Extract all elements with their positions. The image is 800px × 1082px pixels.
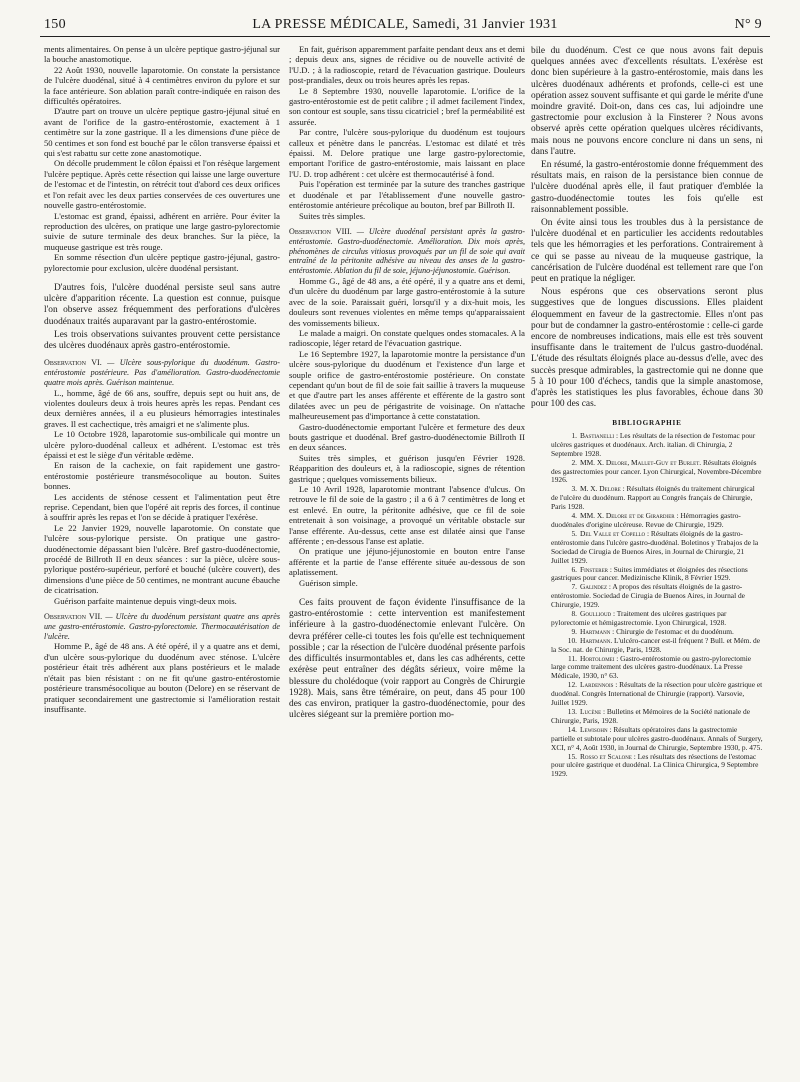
entry-text: . L'ulcéro-cancer est-il fréquent ? Bull. et Mém. de la Soc. nat. de Chirurgie, Paris, 1928. [551,635,761,654]
entry-text: : Résultats opératoires dans la gastrectomie partielle et subtotale pour ulcères gastro-duodénaux. Annals of Surgery, XCI, n° 4, Août 1930, in Journal de Chirurgie, Septembre 1930, p. 475. [551,724,763,752]
entry-author: Goullioud [580,609,612,619]
paragraph: Gastro-duodénectomie emportant l'ulcère et fermeture des deux bouts gastrique et duodénal. Bref gastro-duodénectomie Billroth II en deux séances. [289,421,525,453]
observation-summary: — Ulcère duodénal persistant après la gastro-entérostomie. Gastro-duodénectomie. Amélioration. Dix mois après, phénomènes de circulus vitiosus provoqués par un fil de soie qui avait entraîné de la péritonite adhésive au niveau des anses de la gastro-entérostomie. Ablation du fil de soie, jéjuno-jéjunostomie. Guérison. [289,226,525,276]
entry-number: 2. [571,457,577,467]
page-header [40,14,770,37]
bibliography-title: BIBLIOGRAPHIE [612,418,682,427]
entry-author: Lucène [580,707,602,716]
entry-number: 15. [567,751,577,761]
bibliography-entry [531,681,763,708]
observation-label: Observation VI. [44,358,102,368]
entry-number: 6. [571,564,577,574]
paragraph-lead: D'autres fois, l'ulcère duodénal persiste seul sans autre ulcère d'apparition récente. La question est connue, puisque l'on observe assez fréquemment des perforations d'ulcères duodénaux traités auparavant par la gastro-entérostomie. [44,282,280,327]
observation-label: Observation VIII. [289,226,352,236]
paragraph: 22 Août 1930, nouvelle laparotomie. On constate la persistance de l'ulcère duodénal, situé à 4 centimètres environ du pylore et sur la face antérieure. Son ablation paraît contre-indiquée en raison des difficultés opératoires. [44,64,280,107]
observation-label: Observation VII. [44,612,103,622]
bibliography-entry [531,655,763,682]
column-3 [531,44,763,1064]
bibliography-entry [531,432,763,459]
paragraph: En fait, guérison apparemment parfaite pendant deux ans et demi ; depuis deux ans, signes de récidive ou de nouvelle activité de l'U.D. ; à la radioscopie, retard de l'évacuation gastrique. Douleurs post-prandiales, deux ou trois heures après les repas. [289,44,525,86]
paragraph: Les accidents de sténose cessent et l'alimentation peut être reprise. Cependant, bien que l'opéré ait repris des forces, il continue à souffrir après les repas et l'on se décide à pratiquer l'exérèse. [44,491,280,523]
entry-text: : Traitement des ulcères gastriques par pylorectomie et hémigastrectomie. Lyon Chirurgical, 1928. [551,609,727,627]
paragraph: Homme G., âgé de 48 ans, a été opéré, il y a quatre ans et demi, d'un ulcère du duodénum par large gastro-entérostomie à la suture avec de la soie. Paraissait guéri, lorsqu'il y a dix-huit mois, les douleurs sont revenues violentes en même temps qu'apparaissaient des vomissements bilieux. [289,275,525,328]
paragraph: Le 22 Janvier 1929, nouvelle laparotomie. On constate que l'ulcère sous-pylorique persiste. On pratique une gastro-duodénectomie dépassant bien l'ulcère. Bref gastro-duodénectomie, procédé de Billroth II en deux séances : sur la pièce, ulcère sous-pylorique postéro-supérieur, perforé et bouché (ulcère couvert), des dimensions d'une pièce de 50 centimes, ne montrant aucune ébauche de cicatrisation. [44,522,280,596]
entry-author: Bastianelli [580,430,615,440]
column-1 [44,44,280,1064]
paragraph: Homme P., âgé de 48 ans. A été opéré, il y a quatre ans et demi, d'un ulcère sous-pylorique du duodénum avec sténose. L'ulcère postérieur était très adhérent aux plans postérieurs et le malade n'était pas bien résistant : on ne fit qu'une gastro-entérostomie postérieure transmésocolique au bouton (Delore) en se réservant de pratiquer secondairement une gastrectomie si l'amélioration restait insuffisante. [44,641,280,714]
entry-author: MM. X. Delore et de Girardier [580,511,675,521]
paragraph: Guérison parfaite maintenue depuis vingt-deux mois. [54,595,237,606]
paragraph: En raison de la cachexie, on fait rapidement une gastro-entérostomie postérieure transmésocolique au bouton. Suites bonnes. [44,460,280,492]
entry-text: . Résultats éloignés des gastrectomies pour cancer. Lyon Chirurgical, Novembre-Décembre 1926. [551,457,762,485]
observation-heading [44,612,280,641]
entry-author: Galindez [580,582,607,592]
spacer [289,588,525,596]
entry-number: 4. [571,511,577,521]
entry-author: Lewisohn [580,724,608,734]
observation-heading [44,358,280,387]
entry-number: 7. [571,582,577,592]
entry-author: Hortolomei [580,653,615,663]
entry-text: : Gastro-entérostomie ou gastro-pylorectomie large comme traitement des ulcères gastro-duodénaux. La Presse Médicale, 1930, n° 63. [551,653,752,681]
spacer [44,273,280,281]
paragraph: On pratique une jéjuno-jéjunostomie en bouton entre l'anse afférente et la partie de l'anse efférente située au-dessous de son aplatissement. [289,546,525,578]
entry-text: : Bulletins et Mémoires de la Société nationale de Chirurgie, Paris, 1928. [551,707,750,725]
entry-author: M. X. Delore [580,484,621,494]
bibliography-entry [531,708,763,726]
observation-summary: — Ulcère du duodénum persistant quatre ans après une gastro-entérostomie. Gastro-pylorectomie. Thermocautérisation de l'ulcère. [44,612,280,641]
page-number: 150 [44,17,66,32]
entry-number: 10. [567,635,577,645]
paragraph-lead: Nous espérons que ces observations seront plus suggestives que de longues discussions. Elles plaident éloquemment en faveur de la gastrectomie. Elles n'ont pas pour but de condamner la gastro-entérostomie : celle-ci garde encore de nombreuses indications, mais elle est très souvent insuffisante dans le traitement de l'ulcus gastro-duodénal. L'étude des résultats éloignés place au-dessus d'elle, avec des succès presque admirables, la gastrectomie qui ne donne que 5 à 10 pour 100 d'échecs, tandis que la simple anastomose, d'après les statistiques les plus favorables, échoue dans 30 pour 100 des cas. [531,287,763,410]
entry-text: : Les résultats des résections de l'estomac pour ulcère gastrique et duodénal. La Clinica Chirurgica, 9 Septembre 1929. [551,751,759,779]
bibliography-entry [531,512,763,530]
paragraph: L'estomac est grand, épaissi, adhérent en arrière. Pour éviter la reproduction des ulcères, on pratique une large gastro-pylorectomie suivie de suture terminale des deux branches. Sur la pièce, la muqueuse gastrique est très rouge. [44,210,280,252]
bibliography-entry [531,530,763,566]
entry-text: : Résultats éloignés du traitement chirurgical de l'ulcère du duodénum. Rapport au Congrès français de Chirurgie, Paris 1928. [551,484,755,512]
entry-text: : A propos des résultats éloignés de la gastro-entérostomie. Sociedad de Cirugia de Buenos Aires, in Journal de Chirurgie, 1929. [551,582,745,610]
paragraph: Par contre, l'ulcère sous-pylorique du duodénum est toujours calleux et pénètre dans le pancréas. L'estomac est dilaté et très épaissi. M. Delore pratique une large gastro-pylorectomie, emportant l'orifice de gastro-entérostomie, mais laissant en place l'U. D. trop adhérent : cet ulcère est thermocautérisé à fond. [289,127,525,179]
bibliography-entry [531,583,763,610]
paragraph: Guérison simple. [299,577,358,588]
running-title: LA PRESSE MÉDICALE, Samedi, 31 Janvier 1931 [252,17,558,32]
issue-number: N° 9 [734,17,762,32]
entry-text: : Résultats éloignés de la gastro-entérostomie dans l'ulcère gastro-duodénal. Boletinos y Trabajos de la Sociedad de Cirugia de Buenos Aires, in Journal de Chirurgie, 21 Juillet 1929. [551,528,759,565]
bibliography-entry [531,459,763,486]
entry-number: 12. [567,680,577,690]
observation-heading [289,227,525,276]
paragraph: Le 10 Octobre 1928, laparotomie sus-ombilicale qui montre un ulcère pyloro-duodénal calleux et adhérent. L'estomac est très épaissi et est le siège d'un véritable œdème. [44,429,280,460]
entry-text: : Suites immédiates et éloignées des résections gastriques pour cancer. Medizinische Klinik, 8 Février 1929. [551,564,748,583]
paragraph-lead: Ces faits prouvent de façon évidente l'insuffisance de la gastro-entérostomie : cette intervention est manifestement inférieure à la gastro-duodénectomie enlevant l'ulcère. On devra préférer celle-ci toutes les fois qu'elle est techniquement possible ; car la résection de l'ulcère duodénal présente parfois des difficultés insurmontables et, dans les cas adhérents, cette exérèse peut entraîner des dégâts sérieux, voire même la blessure du cholédoque (voir rapport au Congrès de Chirurgie 1928). Mais, sans être téméraire, on peut, dans 45 pour 100 des cas environ, pratiquer la gastro-duodénectomie, pour des ulcères siégeant sur la première portion mo- [289,598,525,721]
paragraph-lead: On évite ainsi tous les troubles dus à la persistance de l'ulcère duodénal et en particulier les accidents redoutables tels que les hémorragies et les perforations. Contrairement à ce qui se passe au niveau de la muqueuse gastrique, la cancérisation de l'ulcère duodénal est tellement rare que l'on peut en pratique la négliger. [531,218,763,285]
bibliography-entry [531,637,763,655]
paragraph: Puis l'opération est terminée par la suture des tranches gastrique et duodénale et par l'établissement d'une nouvelle gastro-entérostomie antérieure précolique au bouton, bref par Billroth II. [289,179,525,211]
paragraph: Le 16 Septembre 1927, la laparotomie montre la persistance d'un ulcère sous-pylorique du duodénum et l'existence d'un large et souple orifice de gastro-entérostomie postérieure. On constate cependant qu'un bout de fil de soie fait saillie à travers la muqueuse et que d'autre part les anses afférente et efférente de la gastro sont dilatées avec un peu de périgastrite de voisinage. On n'attache malheureusement pas d'importance à cette constatation. [289,348,525,422]
entry-number: 13. [567,707,577,716]
bibliography-list [531,432,763,779]
entry-author: MM. X. Delore, Mallet-Guy et Burlet [580,457,700,467]
paragraph: Le 8 Septembre 1930, nouvelle laparotomie. L'orifice de la gastro-entérostomie est de petit calibre ; il admet facilement l'index, son contour est souple, sans tissu cicatriciel ; bref la perméabilité est assurée. [289,85,525,127]
bibliography-entry [531,753,763,780]
entry-number: 1. [571,430,577,440]
entry-number: 8. [571,609,577,619]
bibliography-entry [531,485,763,512]
entry-number: 14. [567,724,577,734]
paragraph: ments alimentaires. On pense à un ulcère peptique gastro-jéjunal sur la bouche anastomotique. [44,44,280,65]
paragraph-lead: En résumé, la gastro-entérostomie donne fréquemment des résultats mais, en raison de la persistance bien connue de l'ulcère duodénal après elle, il faut pratiquer d'emblée la gastro-duodénectomie toutes les fois qu'elle est raisonnablement possible. [531,160,763,215]
paragraph: D'autre part on trouve un ulcère peptique gastro-jéjunal situé en avant de l'orifice de la gastro-entérostomie, exactement à 1 centimètre sur la zone gastrique. Il a les dimensions d'une pièce de 50 centimes et son fond est bouché par le côlon transverse épaissi et qui s'est rabattu sur cette zone anastomotique. [44,106,280,159]
entry-number: 5. [571,528,577,538]
paragraph-lead: Les trois observations suivantes prouvent cette persistance des ulcères duodénaux après gastro-entérostomie. [44,329,280,351]
entry-text: : Hémorragies gastro-duodénales d'origine ulcéreuse. Revue de Chirurgie, 1929. [551,511,741,529]
bibliography-entry [531,610,763,628]
paragraph: Suites très simples. [299,210,366,221]
entry-author: Hartmann [580,635,611,645]
entry-text: : Résultats de la résection pour ulcère gastrique et duodénal. Congrès International de Chirurgie (rapport). Varsovie, Juillet 1929. [551,680,763,708]
entry-text: : Chirurgie de l'estomac et du duodénum. [610,626,734,636]
paragraph: Le 10 Avril 1928, laparotomie montrant l'absence d'ulcus. On retrouve le fil de soie de la gastro ; il a 6 à 7 centimètres de long et est enlevé. En outre, la péritonite adhésive, que ce fil de soie entretenait à son voisinage, a provoqué un véritable obstacle sur l'anse efférente. Au-dessus, cette anse est dilatée ainsi que l'anse afférente ; en-dessous l'anse est aplatie. [289,484,525,547]
paragraph: Suites très simples, et guérison jusqu'en Février 1928. Réapparition des douleurs et, à la radioscopie, signes de rétention gastrique ; quelques vomissements bilieux. [289,452,525,484]
entry-number: 9. [571,626,577,636]
paragraph-lead: bile du duodénum. C'est ce que nous avons fait depuis quelques années avec d'excellents résultats. L'exérèse est donc bien supérieure à la gastro-entérostomie, mais dans les ulcères duodénaux adhérents et profonds, celle-ci est une opération assez souvent suffisante et qui garde le mérite d'une moindre gravité. Doit-on, dans ces cas, lui adjoindre une gastrectomie pour exclusion à la Finsterer ? Nous avons observé après cette opération quelques ulcères récidivants, mais nous ne pouvons encore conclure ni dans un sens, ni dans l'autre. [531,46,763,157]
bibliography-entry [531,566,763,584]
entry-text: : Les résultats de la résection de l'estomac pour ulcères gastriques et duodénaux. Arch. italian. di Chirurgia, 2 Septembre 1928. [551,430,756,458]
entry-author: Hartmann [580,626,611,636]
paragraph: Le malade a maigri. On constate quelques ondes stomacales. A la radioscopie, léger retard de l'évacuation gastrique. [289,327,525,349]
bibliography-entry [531,726,763,753]
column-2 [289,44,525,1064]
observation-summary: — Ulcère sous-pylorique du duodénum. Gastro-entérostomie postérieure. Pas d'amélioration. Gastro-duodénectomie quatre mois après. Guérison maintenue. [44,358,280,387]
entry-number: 3. [571,484,577,494]
entry-author: Finsterer [580,564,608,574]
entry-author: Rosso et Scalone [580,751,632,761]
paragraph: On décolle prudemment le côlon épaissi et l'on résèque largement l'ulcère peptique. Après cette résection qui laisse une large ouverture de l'estomac et de l'intestin, on rétrécit tout d'abord ces deux orifices et l'on refait avec les deux parties conservées de ces ouvertures une nouvelle gastro-entérostomie. [44,158,280,211]
paragraph: En somme résection d'un ulcère peptique gastro-jéjunal, gastro-pylorectomie pour exclusion, ulcère duodénal persistant. [44,252,280,273]
paragraph: L., homme, âgé de 66 ans, souffre, depuis sept ou huit ans, de violentes douleurs deux à trois heures après les repas. Pendant ces deux dernières années, il a eu plusieurs hémorragies intestinales graves. Il est cachectique, très amaigri et ne s'alimente plus. [44,387,280,429]
entry-author: Del Valle et Copello [580,528,646,538]
entry-number: 11. [568,653,577,663]
entry-author: Lardennois [580,680,614,690]
